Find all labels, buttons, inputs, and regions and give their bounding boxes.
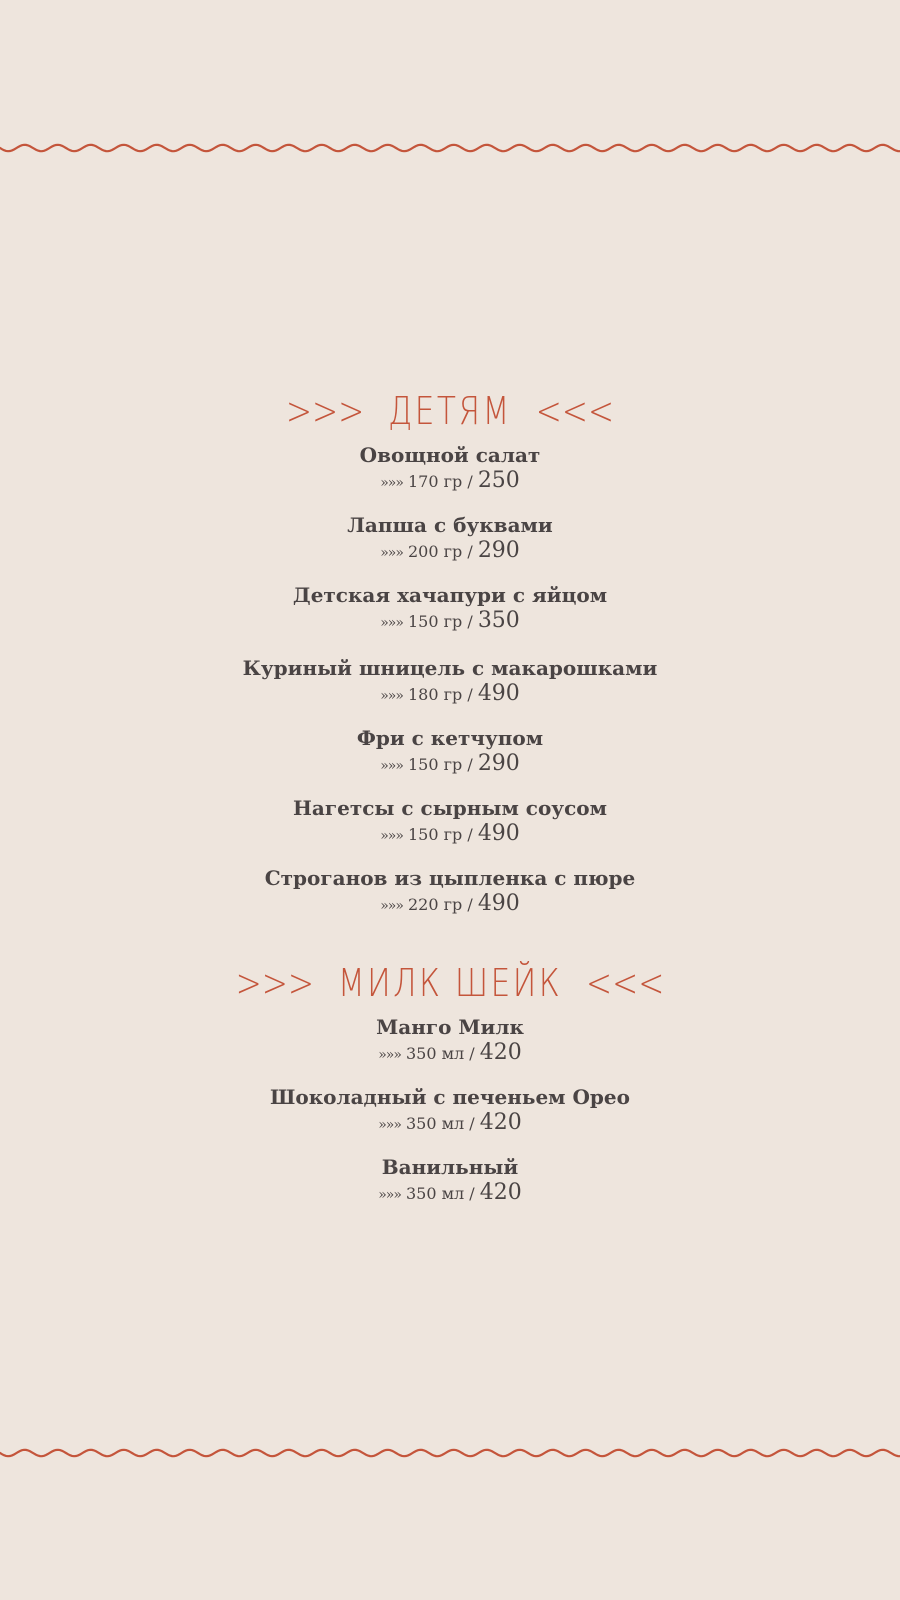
item-price: 350 xyxy=(477,608,520,633)
item-portion: 350 мл / xyxy=(405,1044,475,1063)
item-meta xyxy=(0,821,900,847)
item-meta xyxy=(0,538,900,564)
section-title-milkshake xyxy=(81,960,819,1006)
item-name: Строганов из цыпленка с пюре xyxy=(264,866,636,890)
menu-item xyxy=(0,1085,900,1136)
menu-section-milkshake xyxy=(0,960,900,1006)
item-portion: 350 мл / xyxy=(405,1184,475,1203)
chevron-left-icon: <<< xyxy=(535,389,615,433)
item-meta xyxy=(0,468,900,494)
item-meta xyxy=(0,751,900,777)
arrows-icon: »»» xyxy=(380,615,403,631)
item-price: 490 xyxy=(477,891,520,916)
item-portion: 350 мл / xyxy=(405,1114,475,1133)
arrows-icon: »»» xyxy=(380,545,403,561)
item-name: Фри с кетчупом xyxy=(356,726,544,750)
item-meta xyxy=(0,1110,900,1136)
item-meta xyxy=(0,681,900,707)
menu-section-kids xyxy=(0,388,900,434)
arrows-icon: »»» xyxy=(380,758,403,774)
item-price: 290 xyxy=(477,751,520,776)
arrows-icon: »»» xyxy=(380,828,403,844)
section-heading: МИЛК ШЕЙК xyxy=(337,961,563,1005)
item-meta xyxy=(0,1040,900,1066)
item-name: Нагетсы с сырным соусом xyxy=(292,796,607,820)
menu-item xyxy=(0,1155,900,1206)
item-name: Ванильный xyxy=(381,1155,519,1179)
menu-item xyxy=(0,656,900,707)
menu-item xyxy=(0,513,900,564)
menu-item xyxy=(0,726,900,777)
arrows-icon: »»» xyxy=(378,1187,401,1203)
item-price: 420 xyxy=(479,1040,522,1065)
item-portion: 180 гр / xyxy=(407,685,473,704)
arrows-icon: »»» xyxy=(380,688,403,704)
item-name: Куриный шницель с макарошками xyxy=(242,656,658,680)
section-title-kids xyxy=(81,388,819,434)
item-price: 490 xyxy=(477,821,520,846)
arrows-icon: »»» xyxy=(378,1047,401,1063)
arrows-icon: »»» xyxy=(380,475,403,491)
item-meta xyxy=(0,1180,900,1206)
item-price: 250 xyxy=(477,468,520,493)
item-price: 290 xyxy=(477,538,520,563)
arrows-icon: »»» xyxy=(380,898,403,914)
section-heading: ДЕТЯМ xyxy=(388,389,512,433)
item-name: Манго Милк xyxy=(376,1015,524,1039)
item-meta xyxy=(0,608,900,634)
menu-item xyxy=(0,796,900,847)
menu-item xyxy=(0,866,900,917)
item-portion: 150 гр / xyxy=(407,825,473,844)
item-name: Овощной салат xyxy=(359,443,541,467)
item-portion: 150 гр / xyxy=(407,755,473,774)
item-portion: 220 гр / xyxy=(407,895,473,914)
item-name: Лапша с буквами xyxy=(347,513,553,537)
item-portion: 170 гр / xyxy=(407,472,473,491)
top-wavy-divider xyxy=(0,141,900,155)
item-name: Детская хачапури с яйцом xyxy=(292,583,608,607)
item-portion: 150 гр / xyxy=(407,612,473,631)
menu-item xyxy=(0,583,900,634)
chevron-left-icon: <<< xyxy=(586,961,665,1005)
item-meta xyxy=(0,891,900,917)
item-price: 420 xyxy=(479,1110,522,1135)
menu-item xyxy=(0,443,900,494)
bottom-wavy-divider xyxy=(0,1446,900,1460)
arrows-icon: »»» xyxy=(378,1117,401,1133)
item-price: 420 xyxy=(479,1180,522,1205)
chevron-right-icon: >>> xyxy=(285,389,365,433)
item-name: Шоколадный с печеньем Орео xyxy=(270,1085,630,1109)
item-price: 490 xyxy=(477,681,520,706)
chevron-right-icon: >>> xyxy=(235,961,314,1005)
menu-item xyxy=(0,1015,900,1066)
item-portion: 200 гр / xyxy=(407,542,473,561)
